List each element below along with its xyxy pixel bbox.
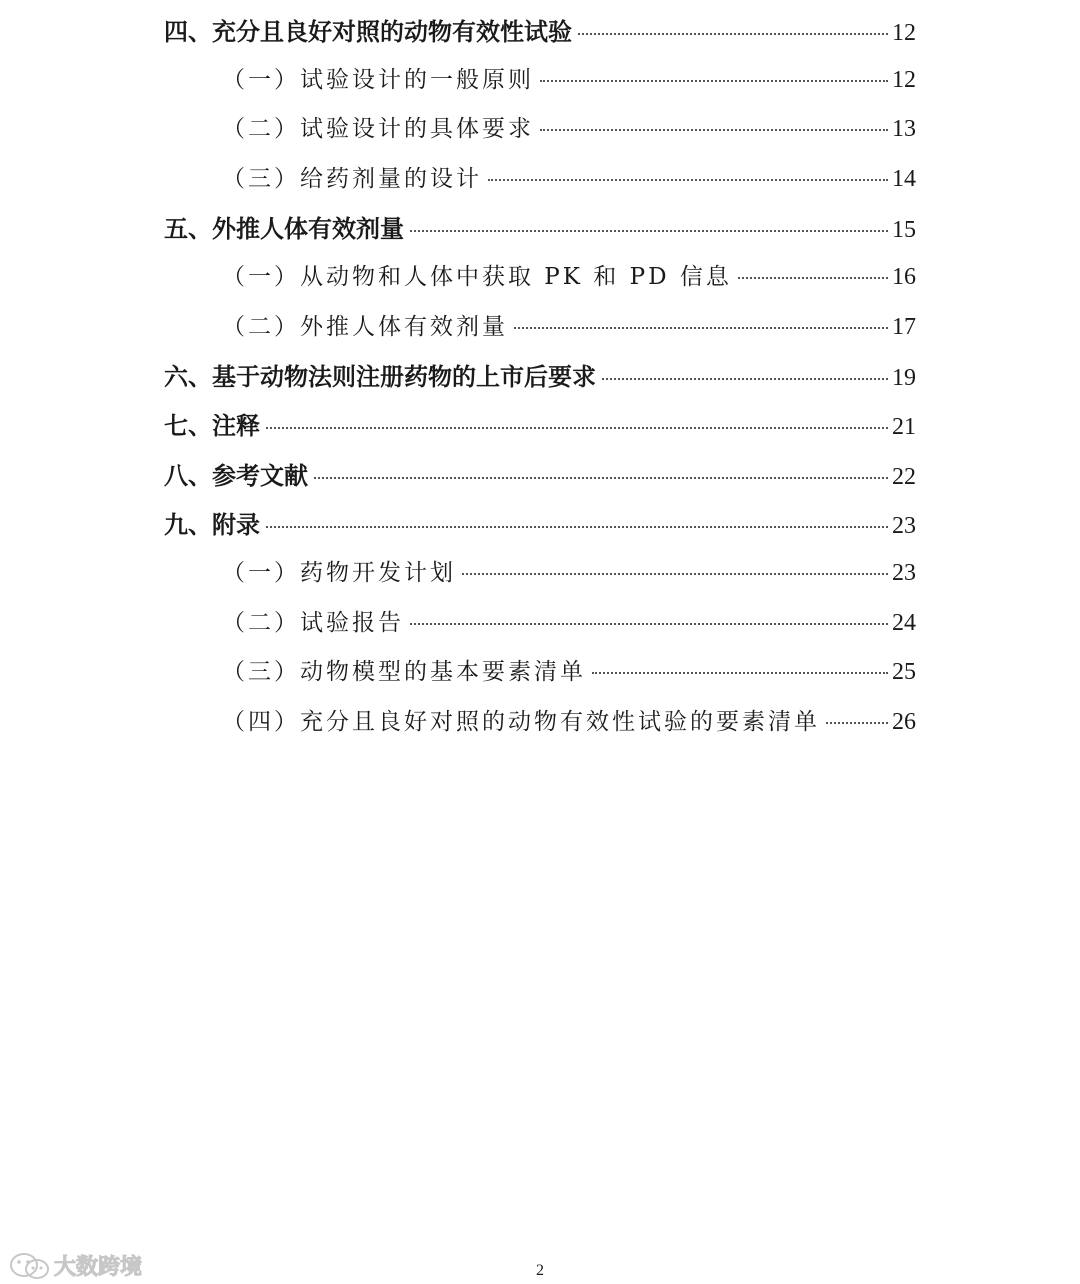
toc-entry bbox=[164, 456, 916, 496]
toc-page-number: 16 bbox=[892, 264, 916, 290]
toc-subentry bbox=[222, 604, 916, 644]
toc-entry-title: （二）外推人体有效剂量 bbox=[222, 314, 508, 340]
toc-entry bbox=[164, 357, 916, 397]
toc-subentry bbox=[222, 160, 916, 200]
toc-page-number: 25 bbox=[892, 659, 916, 685]
toc-dot-leader bbox=[266, 526, 888, 528]
toc-page-number: 17 bbox=[892, 314, 916, 340]
toc-entry-title: （二）试验报告 bbox=[222, 610, 404, 636]
toc-page-number: 23 bbox=[892, 513, 916, 539]
toc-dot-leader bbox=[738, 277, 888, 279]
toc-dot-leader bbox=[410, 623, 888, 625]
toc-dot-leader bbox=[592, 672, 888, 674]
toc-entry bbox=[164, 406, 916, 446]
toc-page-number: 26 bbox=[892, 709, 916, 735]
toc-dot-leader bbox=[410, 230, 888, 232]
toc-dot-leader bbox=[578, 33, 888, 35]
toc-page-number: 15 bbox=[892, 217, 916, 243]
toc-dot-leader bbox=[602, 378, 888, 380]
toc-subentry bbox=[222, 110, 916, 150]
toc-dot-leader bbox=[826, 722, 888, 724]
page-number: 2 bbox=[536, 1262, 544, 1279]
toc-page-number: 21 bbox=[892, 414, 916, 440]
toc-entry-title: 四、充分且良好对照的动物有效性试验 bbox=[164, 18, 572, 46]
toc-page-number: 13 bbox=[892, 116, 916, 142]
toc-page-number: 12 bbox=[892, 67, 916, 93]
toc-page-number: 22 bbox=[892, 464, 916, 490]
toc-subentry bbox=[222, 653, 916, 693]
toc-dot-leader bbox=[266, 427, 888, 429]
watermark-text: 大数跨境 bbox=[54, 1255, 143, 1280]
toc-page-number: 24 bbox=[892, 610, 916, 636]
toc-entry-title: （一）药物开发计划 bbox=[222, 560, 456, 586]
toc-dot-leader bbox=[514, 327, 888, 329]
toc-page-number: 14 bbox=[892, 166, 916, 192]
toc-entry-title: （二）试验设计的具体要求 bbox=[222, 116, 534, 142]
toc-subentry bbox=[222, 703, 916, 743]
toc-dot-leader bbox=[540, 80, 888, 82]
toc-dot-leader bbox=[462, 573, 888, 575]
toc-subentry bbox=[222, 61, 916, 101]
toc-dot-leader bbox=[488, 179, 888, 181]
toc-subentry bbox=[222, 554, 916, 594]
toc-dot-leader bbox=[540, 129, 888, 131]
toc-subentry bbox=[222, 258, 916, 298]
toc-entry-title: （一）试验设计的一般原则 bbox=[222, 67, 534, 93]
toc-entry-title: 八、参考文献 bbox=[164, 462, 308, 490]
toc-entry-title: 七、注释 bbox=[164, 412, 260, 440]
toc-entry bbox=[164, 12, 916, 52]
toc-subentry bbox=[222, 308, 916, 348]
toc-entry-title: 六、基于动物法则注册药物的上市后要求 bbox=[164, 363, 596, 391]
toc-entry-title: （四）充分且良好对照的动物有效性试验的要素清单 bbox=[222, 709, 820, 735]
toc-entry-title: （三）动物模型的基本要素清单 bbox=[222, 659, 586, 685]
toc-page-number: 19 bbox=[892, 365, 916, 391]
toc-entry-title: （一）从动物和人体中获取 PK 和 PD 信息 bbox=[222, 264, 732, 290]
toc-page-number: 12 bbox=[892, 20, 916, 46]
toc-entry bbox=[164, 209, 916, 249]
toc-dot-leader bbox=[314, 477, 888, 479]
toc-page-number: 23 bbox=[892, 560, 916, 586]
toc-entry bbox=[164, 505, 916, 545]
toc-entry-title: 九、附录 bbox=[164, 511, 260, 539]
toc-entry-title: 五、外推人体有效剂量 bbox=[164, 215, 404, 243]
toc-entry-title: （三）给药剂量的设计 bbox=[222, 166, 482, 192]
